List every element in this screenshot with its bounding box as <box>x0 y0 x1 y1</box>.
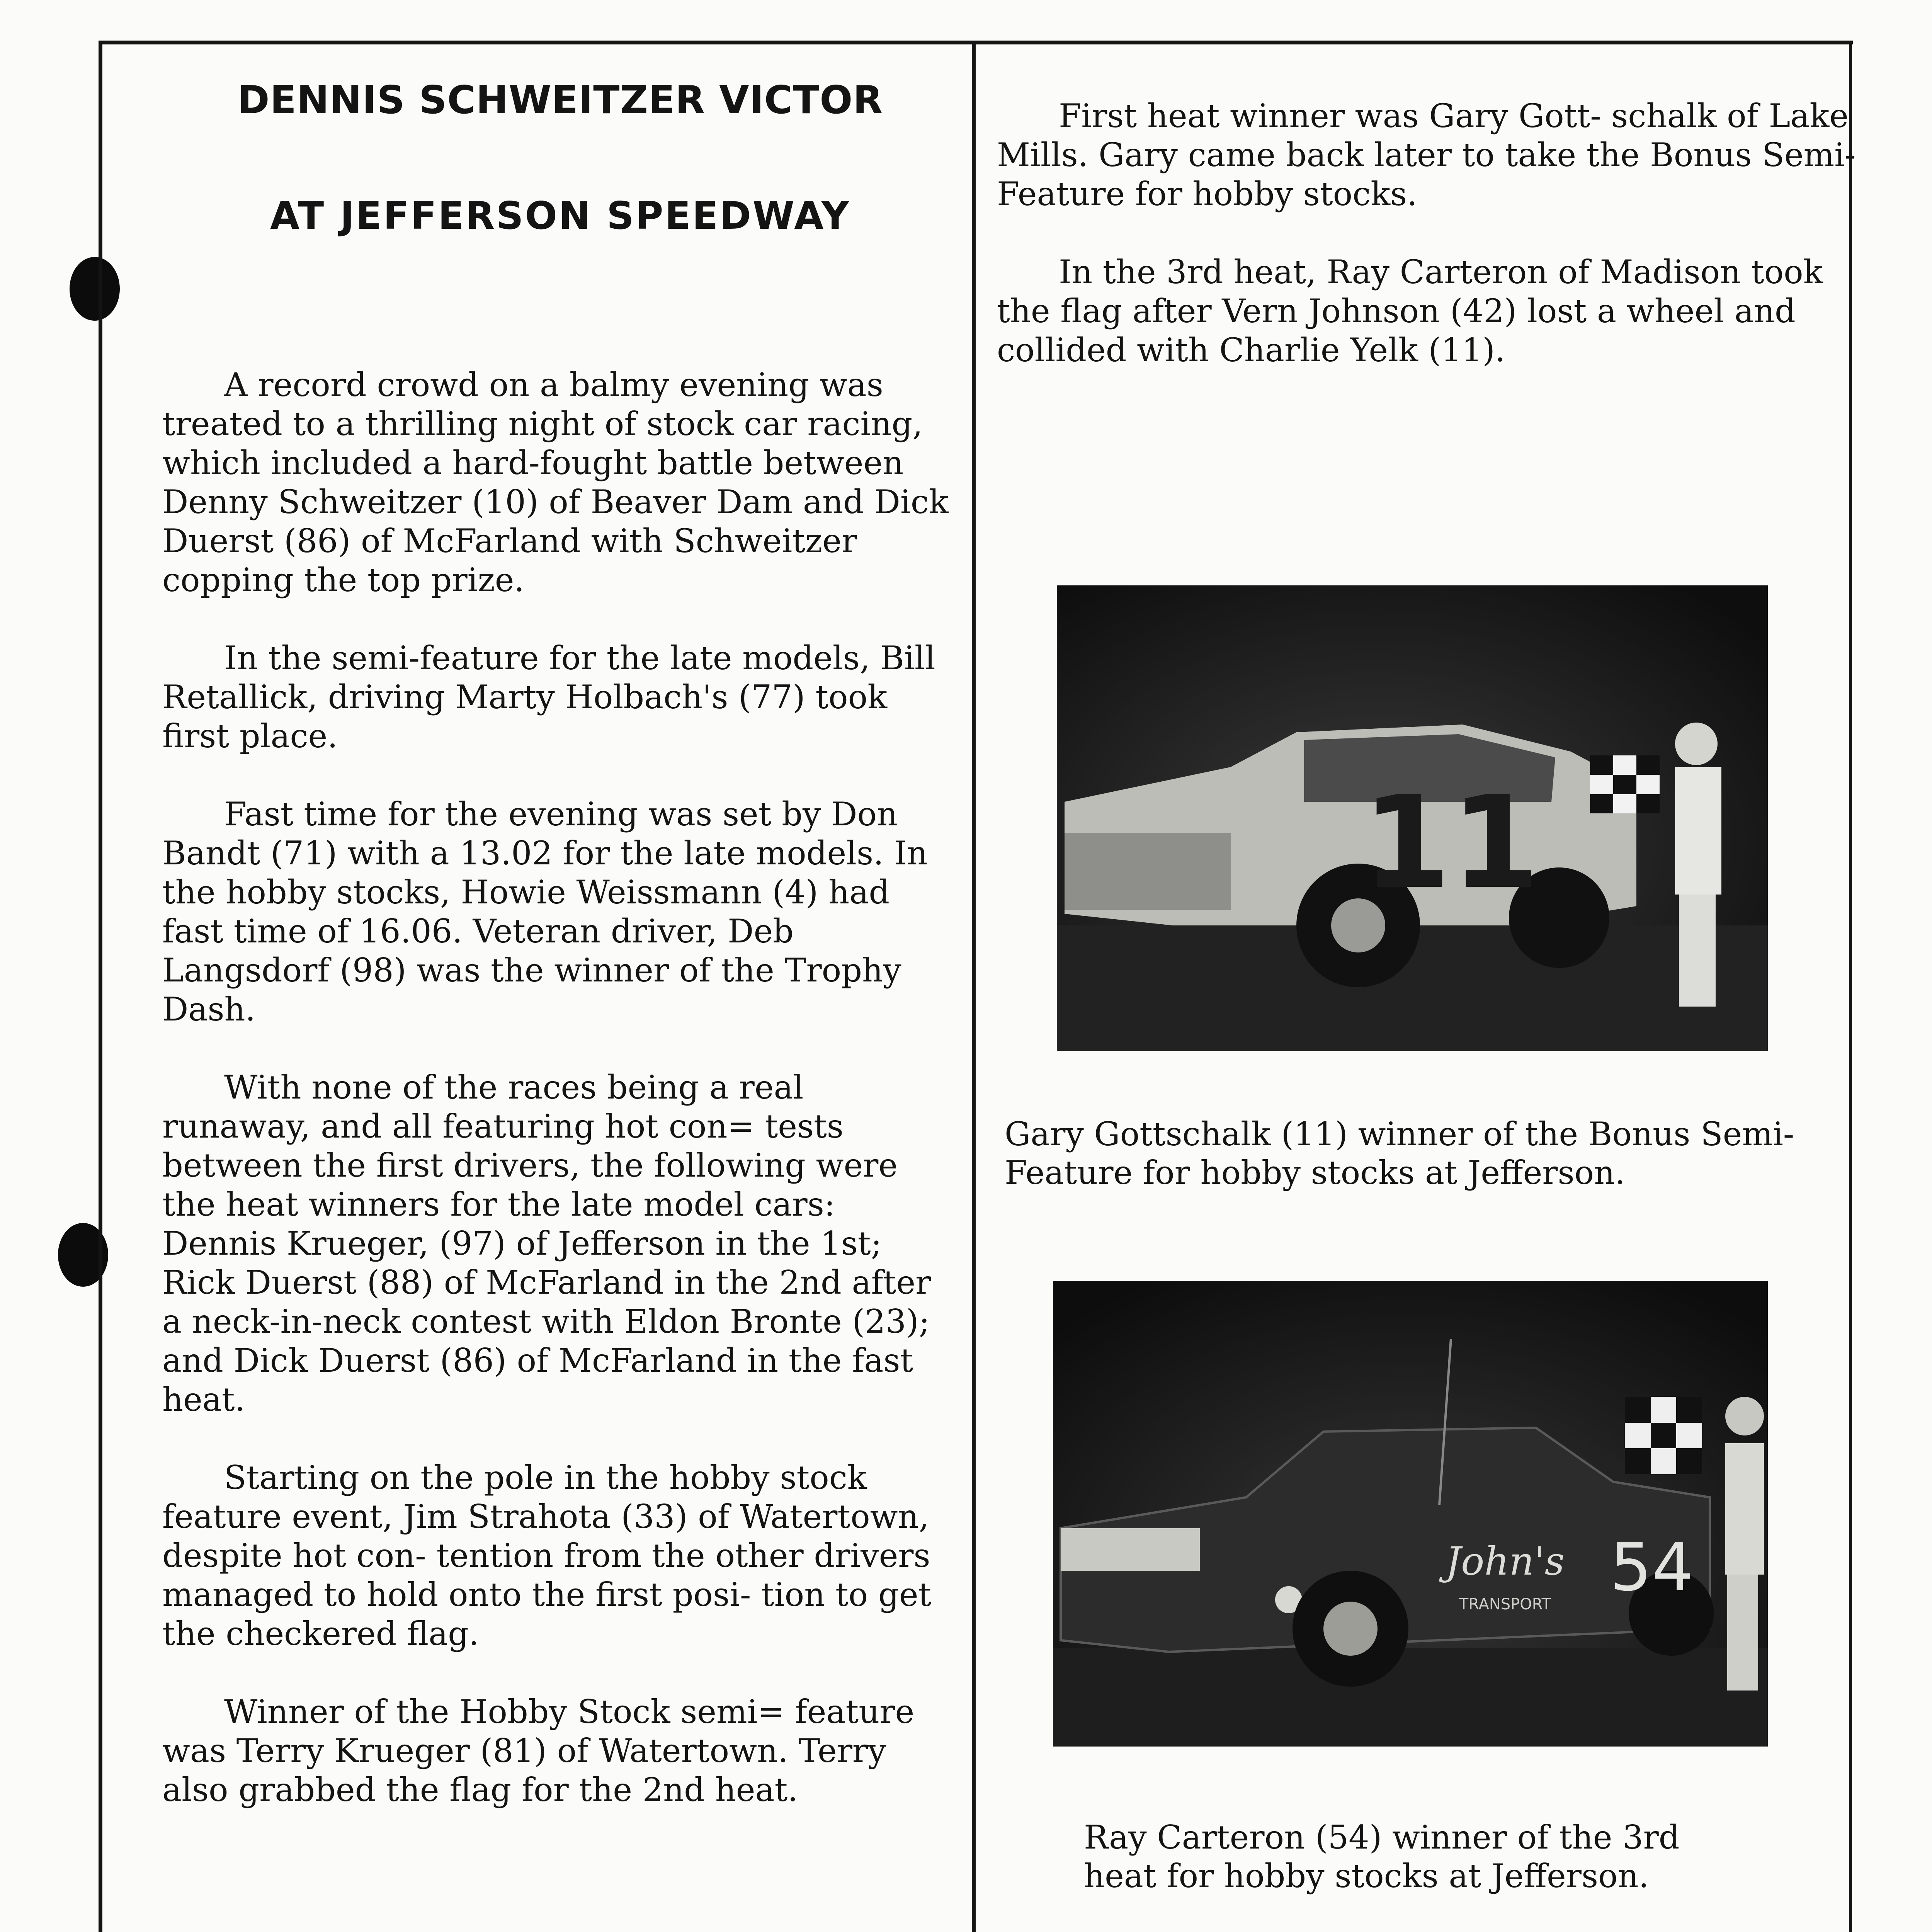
article-paragraph: In the semi-feature for the late models, Bill Retallick, driving Marty Holbach's (77) took first place. <box>162 639 935 755</box>
article-subheadline: AT JEFFERSON SPEEDWAY <box>270 194 850 238</box>
article-paragraph: With none of the races being a real runaway, and all featuring hot con= tests between the first drivers, the following were the heat winners for the late model cars: Dennis Krueger, (97) of Jefferson in the 1st; Rick Duerst (88) of McFarland in the 2nd after a neck-in-neck contest with Eldon Bronte (23); and Dick Duerst (86) of McFarland in the fast heat. <box>162 1068 931 1418</box>
article-paragraph: Winner of the Hobby Stock semi= feature was Terry Krueger (81) of Watertown. Terry also grabbed the flag for the 2nd heat. <box>162 1693 915 1809</box>
race-photo-car-11 <box>1057 585 1768 1051</box>
article-body-right <box>997 97 1866 370</box>
photo-caption-car-11: Gary Gottschalk (11) winner of the Bonus Semi-Feature for hobby stocks at Jefferson. <box>1005 1115 1794 1192</box>
article-paragraph: Starting on the pole in the hobby stock feature event, Jim Strahota (33) of Watertown, despite hot con- tention from the other drivers managed to hold onto the first posi- tion to get the checkered flag. <box>162 1459 932 1653</box>
photo-caption-car-54: Ray Carteron (54) winner of the 3rd heat for hobby stocks at Jefferson. <box>1084 1818 1680 1895</box>
column-divider-rule <box>972 41 976 1932</box>
race-photo-car-11-image <box>1057 585 1768 1051</box>
article-right-column <box>997 97 1866 409</box>
article-headline: DENNIS SCHWEITZER VICTOR <box>237 77 883 122</box>
article-paragraph: Fast time for the evening was set by Don Bandt (71) with a 13.02 for the late models. In the hobby stocks, Howie Weissmann (4) had fast time of 16.06. Veteran driver, Deb Langsdorf (98) was the winner of the Trophy Dash. <box>162 795 928 1028</box>
car-lettering-johns: John's <box>1446 1539 1565 1584</box>
race-photo-car-54-image <box>1053 1281 1768 1747</box>
article-paragraph: First heat winner was Gary Gott- schalk of Lake Mills. Gary came back later to take the Bonus Semi- Feature for hobby stocks. <box>997 97 1856 213</box>
frame-top-rule <box>99 41 1853 44</box>
binder-hole-top <box>70 257 120 321</box>
race-photo-car-54 <box>1053 1281 1768 1747</box>
frame-left-rule <box>99 41 102 1932</box>
article-left-column <box>162 77 958 1849</box>
car-lettering-transport: TRANSPORT <box>1459 1595 1551 1613</box>
article-body-left <box>162 366 958 1810</box>
car-number-11: 11 <box>1362 769 1540 917</box>
article-paragraph: In the 3rd heat, Ray Carteron of Madison took the flag after Vern Johnson (42) lost a wheel and collided with Charlie Yelk (11). <box>997 253 1823 369</box>
article-paragraph: A record crowd on a balmy evening was treated to a thrilling night of stock car racing, which included a hard-fought battle between Denny Schweitzer (10) of Beaver Dam and Dick Duerst (86) of McFarland with Schweitzer copping the top prize. <box>162 366 949 599</box>
car-number-54: 54 <box>1610 1529 1694 1606</box>
